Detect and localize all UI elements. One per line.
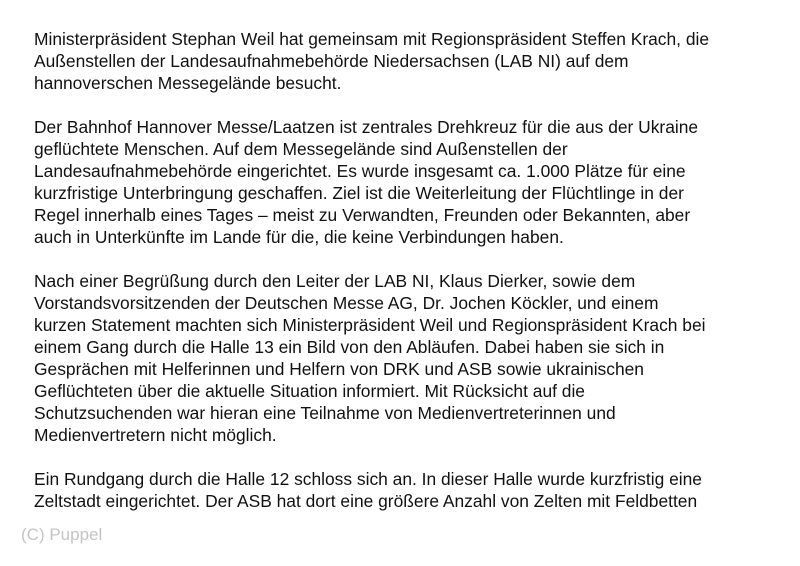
paragraph-hall-12-tour (34, 468, 786, 512)
text-line: Außenstellen der Landesaufnahmebehörde Niedersachsen (LAB NI) auf dem (34, 51, 629, 71)
text-line: Vorstandsvorsitzenden der Deutschen Messe AG, Dr. Jochen Köckler, und einem (34, 293, 659, 313)
text-line: geflüchtete Menschen. Auf dem Messegelände sind Außenstellen der (34, 139, 568, 159)
text-line: Landesaufnahmebehörde eingerichtet. Es wurde insgesamt ca. 1.000 Plätze für eine (34, 161, 686, 181)
article-body (34, 28, 786, 534)
paragraph-hall-13-tour (34, 270, 786, 446)
text-line: kurzfristige Unterbringung geschaffen. Ziel ist die Weiterleitung der Flüchtlinge in der (34, 183, 684, 203)
text-line: Ministerpräsident Stephan Weil hat gemeinsam mit Regionspräsident Steffen Krach, die (34, 29, 710, 49)
text-line: Geflüchteten über die aktuelle Situation informiert. Mit Rücksicht auf die (34, 381, 585, 401)
paragraph-station-hub (34, 116, 786, 248)
paragraph-visit-intro (34, 28, 786, 94)
text-line: Regel innerhalb eines Tages – meist zu Verwandten, Freunden oder Bekannten, aber (34, 205, 691, 225)
text-line: Schutzsuchenden war hieran eine Teilnahme von Medienvertreterinnen und (34, 403, 616, 423)
text-line: Ein Rundgang durch die Halle 12 schloss sich an. In dieser Halle wurde kurzfristig eine (34, 469, 702, 489)
text-line: Der Bahnhof Hannover Messe/Laatzen ist zentrales Drehkreuz für die aus der Ukraine (34, 117, 699, 137)
text-line: Nach einer Begrüßung durch den Leiter der LAB NI, Klaus Dierker, sowie dem (34, 271, 636, 291)
copyright-watermark: (C) Puppel (21, 525, 103, 544)
text-line: Medienvertretern nicht möglich. (34, 425, 277, 445)
text-line: auch in Unterkünfte im Lande für die, die keine Verbindungen haben. (34, 227, 564, 247)
text-line: Gesprächen mit Helferinnen und Helfern von DRK und ASB sowie ukrainischen (34, 359, 644, 379)
text-line: einem Gang durch die Halle 13 ein Bild von den Abläufen. Dabei haben sie sich in (34, 337, 665, 357)
text-line: Zeltstadt eingerichtet. Der ASB hat dort eine größere Anzahl von Zelten mit Feldbetten (34, 491, 698, 511)
text-line: hannoverschen Messegelände besucht. (34, 73, 342, 93)
text-line: kurzen Statement machten sich Ministerpräsident Weil und Regionspräsident Krach bei (34, 315, 706, 335)
